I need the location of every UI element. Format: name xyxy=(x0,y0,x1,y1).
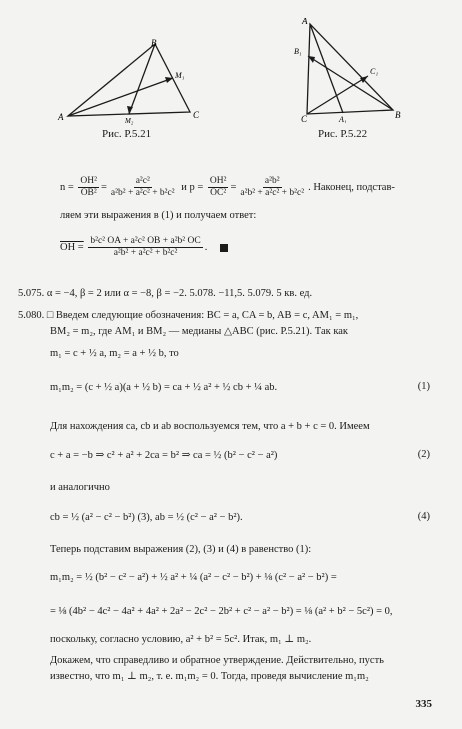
equation-5: m₁m₂ = ½ (b² − c² − a²) + ½ a² + ¼ (a² − c² − b²) + ⅛ (c² − a² − b²) = xyxy=(50,572,337,583)
answer-5075: 5.075. α = −4, β = 2 или α = −8, β = −2. 5.078. −11,5. 5.079. 5 кв. ед. xyxy=(18,288,313,299)
page-number: 335 xyxy=(415,698,432,710)
oh-answer: OH = $\frac{\text{b²c² OA + a²c² OB + a²b² OC}}{\text{a²b² + a²c² + b²c²}}$ . xyxy=(60,236,228,259)
fig1-label-b: B xyxy=(151,38,157,48)
p5080-line-a: 5.080. □ Введем следующие обозначения: BC = a, CA = b, AB = c, AM₁ = m₁, xyxy=(18,310,359,321)
similarly-line: и аналогично xyxy=(50,482,110,493)
n-p-formula: n = $\frac{\text{OH²}}{\text{OB²}}$ = $\frac{\text{a²c²}}{\text{a²b² + a²c² + b²c²}}$ и p = $\frac{\text{OH²}}{\text{OC²}}$ = $\frac{\text{a²b²}}{\text{a²b² + a²c² + b²c²}}$ . Наконец, подстав- xyxy=(60,176,395,198)
end-proof-mark xyxy=(220,244,228,252)
fig2-label-b: B xyxy=(395,110,401,120)
equation-4-number: (4) xyxy=(417,511,430,522)
equation-6: = ⅛ (4b² − 4c² − 4a² + 4a² + 2a² − 2c² − 2b² + c² − a² − b²) = ⅛ (a² + b² − 5c²) = 0, xyxy=(50,606,393,617)
fig2-caption: Рис. Р.5.22 xyxy=(318,128,368,140)
equation-3-4: cb = ½ (a² − c² − b²) (3), ab = ½ (c² − a² − b²). xyxy=(50,512,243,523)
now-line: Теперь подставим выражения (2), (3) и (4) в равенство (1): xyxy=(50,544,312,555)
equation-2: c + a = −b ⇒ c² + a² + 2ca = b² ⇒ ca = ½ (b² − c² − a²) xyxy=(50,450,278,461)
p5080-line-c: m₁ = c + ½ a, m₂ = a + ½ b, то xyxy=(50,348,179,359)
fig1-label-m2: M₂ xyxy=(125,117,134,125)
p5080-line-b: BM₂ = m₂, где AM₁ и BM₂ — медианы △ABC (рис. Р.5.21). Так как xyxy=(50,326,349,337)
fig2-label-a1: A₁ xyxy=(339,115,347,123)
equation-1: m₁m₂ = (c + ½ a)(a + ½ b) = ca + ½ a² + ½ cb + ¼ ab. xyxy=(50,382,278,393)
equation-2-number: (2) xyxy=(417,449,430,460)
fig2-label-c1: C₁ xyxy=(370,67,379,76)
subst-line: ляем эти выражения в (1) и получаем ответ: xyxy=(60,210,257,221)
fig1-label-m1: M₁ xyxy=(175,71,185,80)
equation-1-number: (1) xyxy=(417,381,430,392)
fig1-label-a: A xyxy=(58,112,64,122)
find-line: Для нахождения ca, cb и ab воспользуемся тем, что a + b + c = 0. Имеем xyxy=(50,421,370,432)
fig2-label-a: A xyxy=(302,18,308,26)
fig2-label-b1: B₁ xyxy=(294,47,302,56)
figure-p521 xyxy=(55,36,225,126)
fig1-caption: Рис. Р.5.21 xyxy=(102,128,152,140)
figure-p522 xyxy=(293,18,413,123)
prove-line: Докажем, что справедливо и обратное утверждение. Действительно, пусть xyxy=(50,655,384,666)
fig2-label-c: C xyxy=(301,114,308,123)
fig1-label-c: C xyxy=(193,110,200,120)
since-line: поскольку, согласно условию, a² + b² = 5c². Итак, m₁ ⊥ m₂. xyxy=(50,634,312,645)
known-line: известно, что m₁ ⊥ m₂, т. е. m₁m₂ = 0. Тогда, проведя вычисление m₁m₂ xyxy=(50,671,369,682)
